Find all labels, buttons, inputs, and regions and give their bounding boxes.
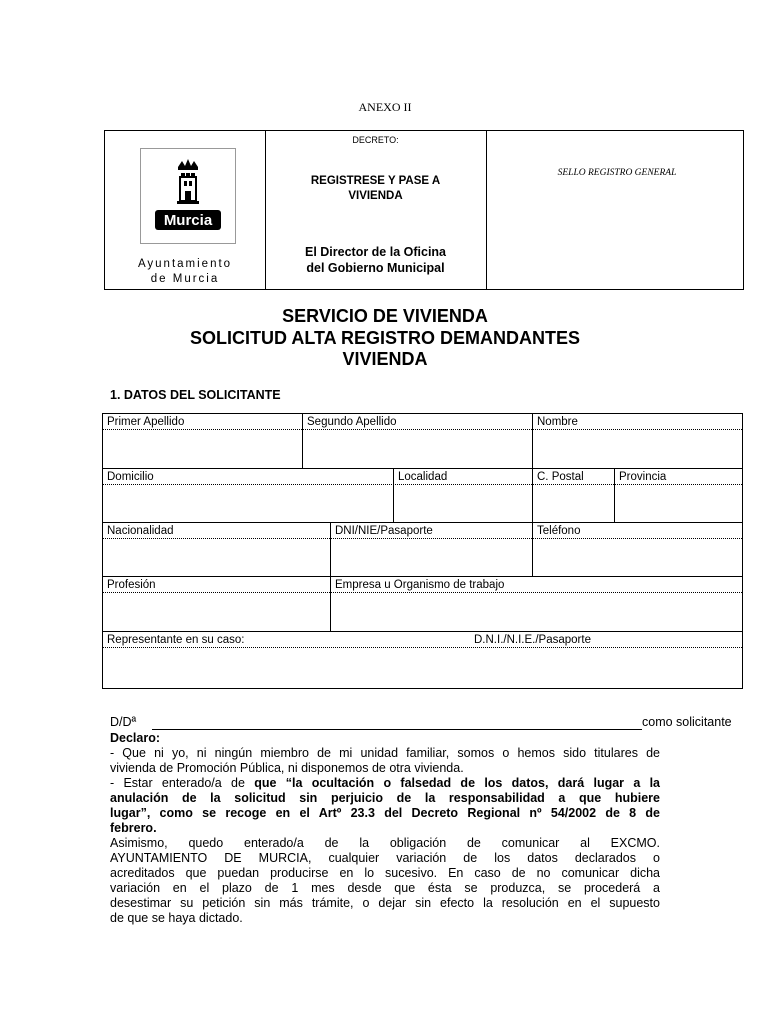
murcia-logo [140,148,236,244]
field-c-postal[interactable]: C. Postal [537,471,584,483]
field-dni[interactable]: DNI/NIE/Pasaporte [335,525,433,537]
page-title: SERVICIO DE VIVIENDA SOLICITUD ALTA REGISTRO DEMANDANTES VIVIENDA [190,306,580,369]
field-nombre[interactable]: Nombre [537,416,578,428]
field-empresa[interactable]: Empresa u Organismo de trabajo [335,579,505,591]
stamp-label: SELLO REGISTRO GENERAL [557,168,677,178]
field-segundo-apellido[interactable]: Segundo Apellido [307,416,397,428]
org-cell [105,131,266,289]
annex-label: ANEXO II [358,100,412,114]
field-representante[interactable]: Representante en su caso: [107,634,245,646]
field-nacionalidad[interactable]: Nacionalidad [107,525,174,537]
decree-text: REGISTRESE Y PASE A VIVIENDA [310,175,441,202]
field-domicilio[interactable]: Domicilio [107,471,154,483]
decree-label: DECRETO: [352,135,399,145]
header-box [104,130,744,290]
declaration: Declaro: - Que ni yo, ni ningún miembro de mi unidad familiar, somos o hemos sido titulares de vivienda de Promoción Pública, ni disponemos de otra vivienda. - Estar enterado/a de que “la ocultación o falsedad de los datos, dará lugar a la anulación de la solicitud sin perjuicio de la responsabilidad a que hubiere lugar”, como se recoge en el Artº 23.3 del Decreto Regional nº 54/2002 de 8 de febrero. Asimismo, quedo enterado/a de la obligación de comunicar al EXCMO. AYUNTAMIENTO DE MURCIA, cualquier variación de los datos declarados o acreditados que puedan producirse en lo sucesivo. En caso de no comunicar dicha variación en el plazo de 1 mes desde que ésta se produzca, se procederá a desestimar su petición sin más trámite, o dejar sin efecto la resolución en el supuesto de que se haya dictado. [110,731,660,925]
applicant-form [102,413,743,689]
svg-text:Murcia: Murcia [163,212,213,229]
decree-cell [265,131,487,289]
section-heading: 1. DATOS DEL SOLICITANTE [110,388,281,402]
field-profesion[interactable]: Profesión [107,579,156,591]
director-signature: El Director de la Oficina del Gobierno Municipal [304,245,446,275]
field-telefono[interactable]: Teléfono [537,525,581,537]
field-primer-apellido[interactable]: Primer Apellido [107,416,185,428]
dd-label: D/Dª [110,715,137,729]
coat-of-arms-icon [141,149,235,243]
declaro-heading: Declaro: [110,731,161,745]
field-localidad[interactable]: Localidad [398,471,448,483]
applicant-name-line[interactable] [110,715,750,731]
org-name: Ayuntamiento de Murcia [137,258,233,285]
como-solicitante: como solicitante [642,715,732,729]
name-underline[interactable] [152,729,642,730]
stamp-cell [486,131,743,289]
field-rep-dni[interactable]: D.N.I./N.I.E./Pasaporte [474,634,591,646]
field-provincia[interactable]: Provincia [619,471,667,483]
